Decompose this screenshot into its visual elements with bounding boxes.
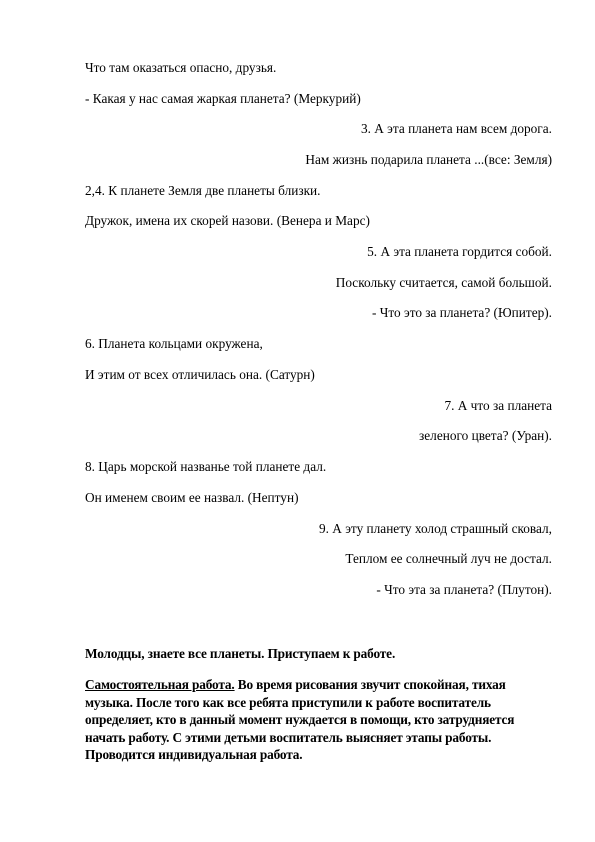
poem-line: 7. А что за планета — [444, 398, 552, 413]
section-heading: Самостоятельная работа. — [85, 677, 235, 692]
poem-line: 8. Царь морской названье той планете дал. — [85, 459, 327, 474]
praise-text: Молодцы, знаете все планеты. Приступаем к работе. — [85, 646, 396, 661]
independent-work-paragraph — [85, 676, 515, 764]
poem-line: 9. А эту планету холод страшный сковал, — [319, 521, 552, 536]
paragraph-line-2: музыка. После того как все ребята приступили к работе воспитатель — [85, 694, 491, 710]
poem-line: И этим от всех отличилась она. (Сатурн) — [85, 367, 315, 382]
poem-line: 5. А эта планета гордится собой. — [367, 244, 552, 259]
poem-line: Он именем своим ее назвал. (Нептун) — [85, 490, 299, 505]
paragraph-line-3: определяет, кто в данный момент нуждается в помощи, кто затрудняется — [85, 712, 515, 727]
poem-line: Дружок, имена их скорей назови. (Венера и Марс) — [85, 213, 370, 228]
poem-line: - Что эта за планета? (Плутон). — [376, 582, 552, 597]
poem-line: Поскольку считается, самой большой. — [335, 275, 552, 290]
poem-line: зеленого цвета? (Уран). — [419, 428, 552, 443]
paragraph-line-1 — [85, 676, 506, 694]
poem-line: 6. Планета кольцами окружена, — [85, 336, 263, 351]
poem-line: 3. А эта планета нам всем дорога. — [360, 121, 552, 136]
paragraph-line-4: начать работу. С этими детьми воспитатель выясняет этапы работы. — [85, 729, 492, 745]
poem-line: Нам жизнь подарила планета ...(все: Земля) — [305, 152, 552, 167]
paragraph-line-5: Проводится индивидуальная работа. — [85, 747, 303, 762]
poem-line: - Какая у нас самая жаркая планета? (Меркурий) — [85, 91, 361, 106]
poem-line: Что там оказаться опасно, друзья. — [85, 60, 277, 75]
paragraph-text: Во время рисования звучит спокойная, тихая — [234, 677, 506, 692]
poem-line: - Что это за планета? (Юпитер). — [371, 305, 552, 320]
poem-line: 2,4. К планете Земля две планеты близки. — [85, 183, 321, 198]
poem-line: Теплом ее солнечный луч не достал. — [345, 551, 552, 566]
